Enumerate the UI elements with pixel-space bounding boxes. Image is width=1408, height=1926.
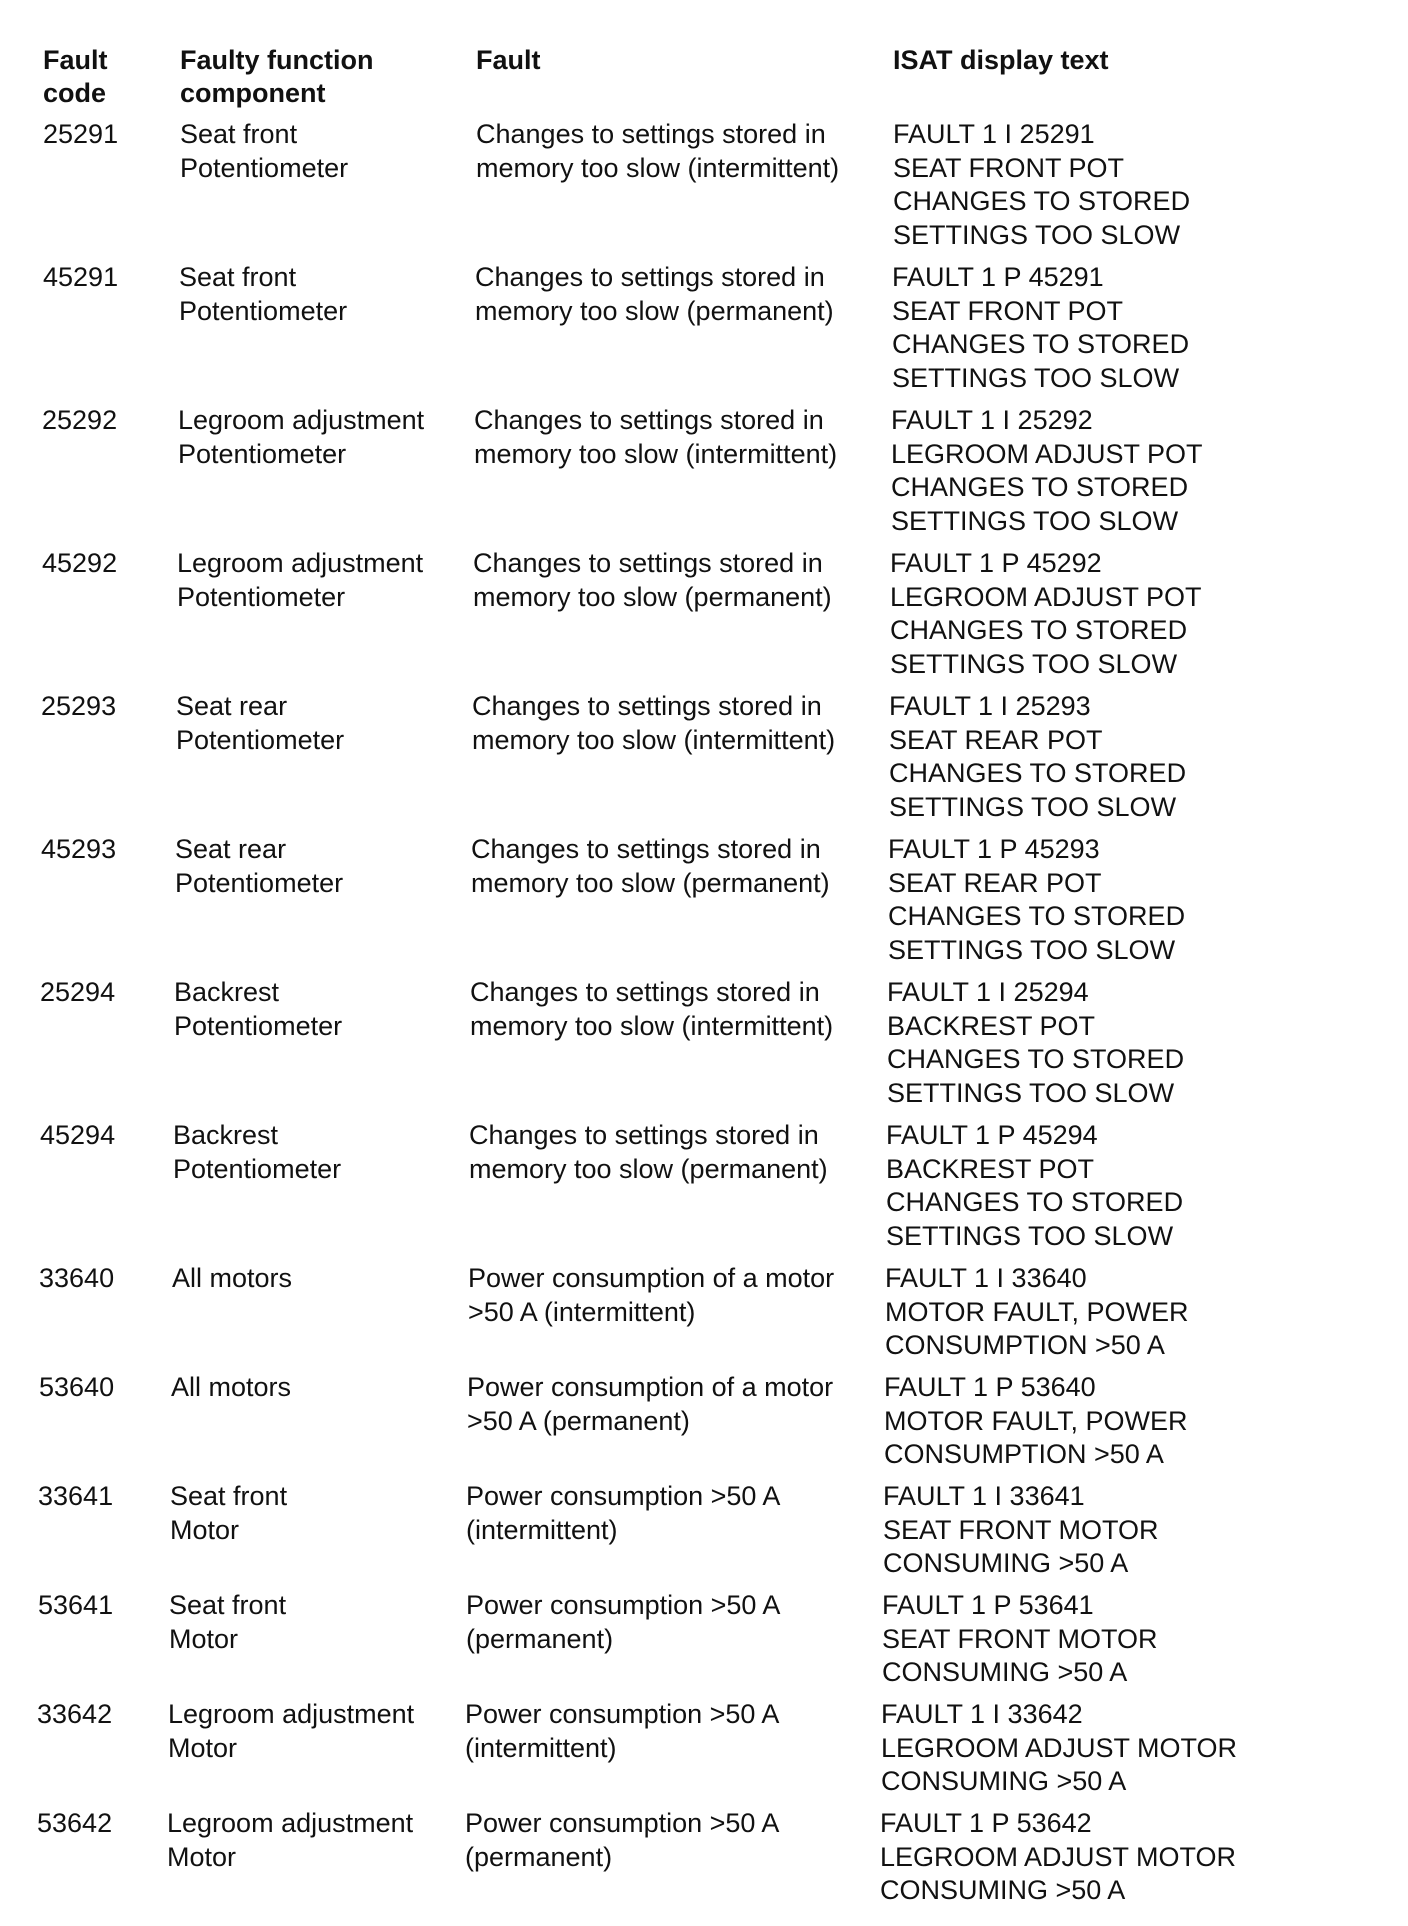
isat-display-text-cell: FAULT 1 P 53641 SEAT FRONT MOTOR CONSUMING >50 A (882, 1590, 1158, 1687)
faulty-component-cell: Backrest Potentiometer (173, 1120, 342, 1184)
fault-description-cell: Changes to settings stored in memory too slow (permanent) (475, 262, 834, 326)
fault-code-cell: 33642 (37, 1699, 113, 1729)
header-isat-display-text: ISAT display text (893, 45, 1109, 75)
fault-description-cell: Power consumption >50 A (intermittent) (465, 1699, 780, 1763)
fault-code-cell: 25294 (40, 977, 116, 1007)
faulty-component-cell: Seat front Motor (169, 1590, 287, 1654)
faulty-component-cell: Seat rear Potentiometer (176, 691, 345, 755)
fault-code-cell: 25292 (42, 405, 118, 435)
fault-description-cell: Power consumption of a motor >50 A (permanent) (467, 1372, 834, 1436)
isat-display-text-cell: FAULT 1 P 45293 SEAT REAR POT CHANGES TO STORED SETTINGS TOO SLOW (888, 834, 1186, 965)
faulty-component-cell: Legroom adjustment Potentiometer (177, 548, 424, 612)
fault-description-cell: Power consumption >50 A (intermittent) (466, 1481, 781, 1545)
isat-display-text-cell: FAULT 1 I 25294 BACKREST POT CHANGES TO STORED SETTINGS TOO SLOW (887, 977, 1185, 1108)
isat-display-text-cell: FAULT 1 P 45291 SEAT FRONT POT CHANGES TO STORED SETTINGS TOO SLOW (892, 262, 1190, 393)
faulty-component-cell: Legroom adjustment Motor (167, 1808, 414, 1872)
fault-code-cell: 25291 (43, 119, 119, 149)
fault-code-cell: 45292 (42, 548, 118, 578)
fault-description-cell: Power consumption of a motor >50 A (intermittent) (468, 1263, 835, 1327)
fault-description-cell: Power consumption >50 A (permanent) (465, 1808, 780, 1872)
fault-code-cell: 45293 (41, 834, 117, 864)
fault-code-cell: 53640 (39, 1372, 115, 1402)
fault-description-cell: Changes to settings stored in memory too slow (permanent) (473, 548, 832, 612)
header-fault-code: Fault code (43, 45, 108, 108)
isat-display-text-cell: FAULT 1 I 25293 SEAT REAR POT CHANGES TO STORED SETTINGS TOO SLOW (889, 691, 1187, 822)
faulty-component-cell: Seat front Potentiometer (180, 119, 349, 183)
fault-code-cell: 53642 (37, 1808, 113, 1838)
table-header (0, 44, 1408, 114)
isat-display-text-cell: FAULT 1 P 45294 BACKREST POT CHANGES TO STORED SETTINGS TOO SLOW (886, 1120, 1184, 1251)
fault-description-cell: Changes to settings stored in memory too slow (permanent) (471, 834, 830, 898)
isat-display-text-cell: FAULT 1 P 53642 LEGROOM ADJUST MOTOR CONSUMING >50 A (880, 1808, 1237, 1905)
fault-description-cell: Changes to settings stored in memory too slow (intermittent) (470, 977, 834, 1041)
fault-code-cell: 53641 (38, 1590, 114, 1620)
fault-description-cell: Changes to settings stored in memory too slow (intermittent) (476, 119, 840, 183)
fault-description-cell: Changes to settings stored in memory too slow (permanent) (469, 1120, 828, 1184)
isat-display-text-cell: FAULT 1 I 25292 LEGROOM ADJUST POT CHANGES TO STORED SETTINGS TOO SLOW (891, 405, 1203, 536)
fault-description-cell: Changes to settings stored in memory too slow (intermittent) (472, 691, 836, 755)
faulty-component-cell: Legroom adjustment Motor (168, 1699, 415, 1763)
faulty-component-cell: Seat front Potentiometer (179, 262, 348, 326)
fault-code-cell: 25293 (41, 691, 117, 721)
fault-code-cell: 45291 (43, 262, 119, 292)
isat-display-text-cell: FAULT 1 P 45292 LEGROOM ADJUST POT CHANGES TO STORED SETTINGS TOO SLOW (890, 548, 1202, 679)
fault-description-cell: Power consumption >50 A (permanent) (466, 1590, 781, 1654)
faulty-component-cell: All motors (171, 1372, 292, 1402)
fault-code-cell: 33640 (39, 1263, 115, 1293)
fault-code-cell: 45294 (40, 1120, 116, 1150)
fault-description-cell: Changes to settings stored in memory too slow (intermittent) (474, 405, 838, 469)
isat-display-text-cell: FAULT 1 I 33642 LEGROOM ADJUST MOTOR CONSUMING >50 A (881, 1699, 1238, 1796)
faulty-component-cell: Legroom adjustment Potentiometer (178, 405, 425, 469)
header-faulty-function-component: Faulty function component (180, 45, 374, 108)
faulty-component-cell: All motors (172, 1263, 293, 1293)
header-fault: Fault (476, 45, 541, 75)
fault-code-cell: 33641 (38, 1481, 114, 1511)
isat-display-text-cell: FAULT 1 I 33641 SEAT FRONT MOTOR CONSUMING >50 A (883, 1481, 1159, 1578)
faulty-component-cell: Seat front Motor (170, 1481, 288, 1545)
isat-display-text-cell: FAULT 1 I 25291 SEAT FRONT POT CHANGES TO STORED SETTINGS TOO SLOW (893, 119, 1191, 250)
isat-display-text-cell: FAULT 1 P 53640 MOTOR FAULT, POWER CONSUMPTION >50 A (884, 1372, 1188, 1469)
faulty-component-cell: Backrest Potentiometer (174, 977, 343, 1041)
faulty-component-cell: Seat rear Potentiometer (175, 834, 344, 898)
isat-display-text-cell: FAULT 1 I 33640 MOTOR FAULT, POWER CONSUMPTION >50 A (885, 1263, 1189, 1360)
